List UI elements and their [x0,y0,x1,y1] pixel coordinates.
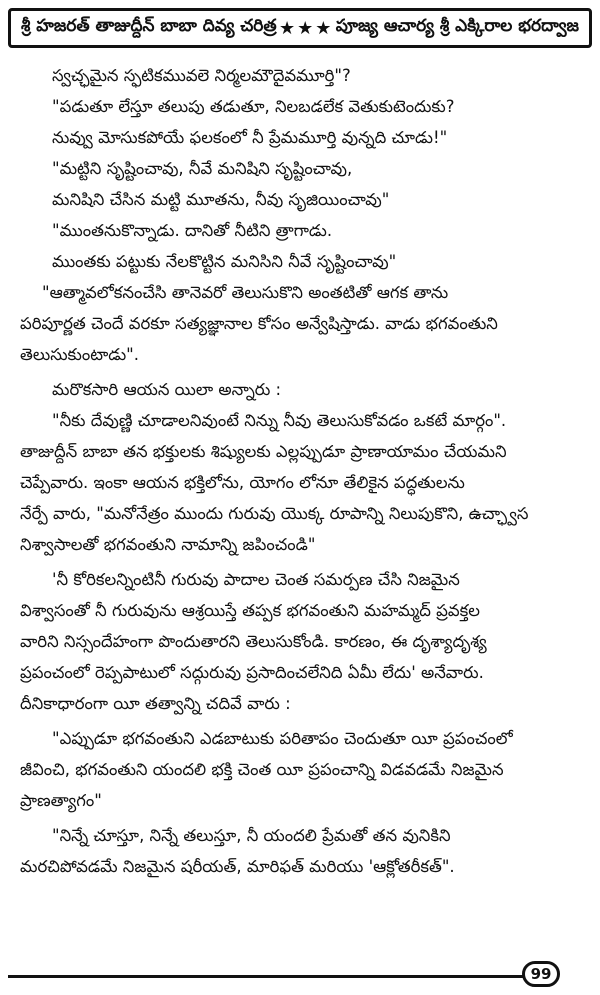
text-line: 'నీ కోరికలన్నింటినీ గురువు పాదాల చెంత సమర్పణ చేసి నిజమైన [52,570,460,589]
text-line: మనిషిని చేసిన మట్టి మూతను, నీవు సృజియించావు" [52,190,390,209]
page-number: 99 [522,961,560,987]
header-stars: ★★★ [278,17,334,39]
text-line: "ఎప్పుడూ భగవంతుని ఎడబాటుకు పరితాపం చెందుతూ యీ ప్రపంచంలో [52,729,513,748]
header-author: పూజ్య ఆచార్య శ్రీ ఎక్కిరాల భరద్వాజ [335,16,579,36]
running-header [8,8,592,48]
text-line: "నీకు దేవుణ్ణి చూడాలనివుంటే నిన్ను నీవు తెలుసుకోవడం ఒకటే మార్గం". [52,411,507,430]
text-line: నేర్పే వారు, "మనోనేత్రం ముందు గురువు యొక్క రూపాన్ని నిలుపుకొని, ఉచ్ఛ్వాస [20,504,529,523]
text-line: నిశ్వాసాలతో భగవంతుని నామాన్ని జపించండి" [20,535,316,554]
text-line: ప్రపంచంలో రెప్పపాటులో సద్గురువు ప్రసాదించలేనిది ఏమీ లేదు' అనేవారు. [20,663,484,682]
text-line: "మట్టిని సృష్టించావు, నీవే మనిషిని సృష్టించావు, [52,159,353,178]
text-line: "పడుతూ లేస్తూ తలుపు తడుతూ, నిలబడలేక వెతుకుటెందుకు? [52,97,455,116]
text-line: దీనికాధారంగా యీ తత్వాన్ని చదివే వారు : [20,694,291,713]
text-line: మరచిపోవడమే నిజమైన షరీయత్, మారిఫత్ మరియు 'ఆక్లోతరీకత్". [20,857,455,876]
text-line: తెలుసుకుంటాడు". [20,345,140,364]
text-line: ముంతకు పట్టుకు నేలకొట్టిన మనిసిని నీవే సృష్టించావు" [52,252,397,271]
text-line: "ముంతనుకొన్నాడు. దానితో నీటిని త్రాగాడు. [52,221,333,240]
footer-rule [8,975,540,978]
text-line: మరొకసారి ఆయన యిలా అన్నారు : [52,380,282,399]
text-line: జీవించి, భగవంతుని యందలి భక్తి చెంత యీ ప్రపంచాన్ని విడవడమే నిజమైన [20,760,504,779]
text-line: చెప్పేవారు. ఇంకా ఆయన భక్తిలోను, యోగం లోనూ తేలికైన పద్ధతులను [20,473,465,492]
text-line: ప్రాణత్యాగం" [20,791,102,810]
text-line: నువ్వు మోసుకపోయే ఫలకంలో నీ ప్రేమమూర్తి వున్నది చూడు!" [52,128,448,147]
text-line: స్వచ్ఛమైన స్ఫటికమువలె నిర్మలమౌదైవమూర్తి"? [52,66,351,85]
text-line: తాజుద్దీన్ బాబా తన భక్తులకు శిష్యులకు ఎల్లప్పుడూ ప్రాణాయామం చేయమని [20,442,507,461]
text-line: పరిపూర్ణత చెందే వరకూ సత్యజ్ఞానాల కోసం అన్వేషిస్తాడు. వాడు భగవంతుని [20,314,498,333]
text-line: "నిన్నే చూస్తూ, నిన్నే తలుస్తూ, నీ యందలి ప్రేమతో తన వునికిని [52,826,451,845]
text-line: విశ్వాసంతో నీ గురువును ఆశ్రయిస్తే తప్పక భగవంతుని మహమ్మద్ ప్రవక్తల [20,601,480,620]
text-line: వారిని నిస్సందేహంగా పొందుతారని తెలుసుకోండి. కారణం, ఈ దృశ్యాదృశ్య [20,632,487,651]
page-body [20,60,582,882]
header-book-title: శ్రీ హజరత్ తాజుద్దీన్ బాబా దివ్య చరిత్ర [21,16,277,36]
text-line: "ఆత్మావలోకనంచేసి తానెవరో తెలుసుకొని అంతటితో ఆగక తాను [42,283,449,302]
